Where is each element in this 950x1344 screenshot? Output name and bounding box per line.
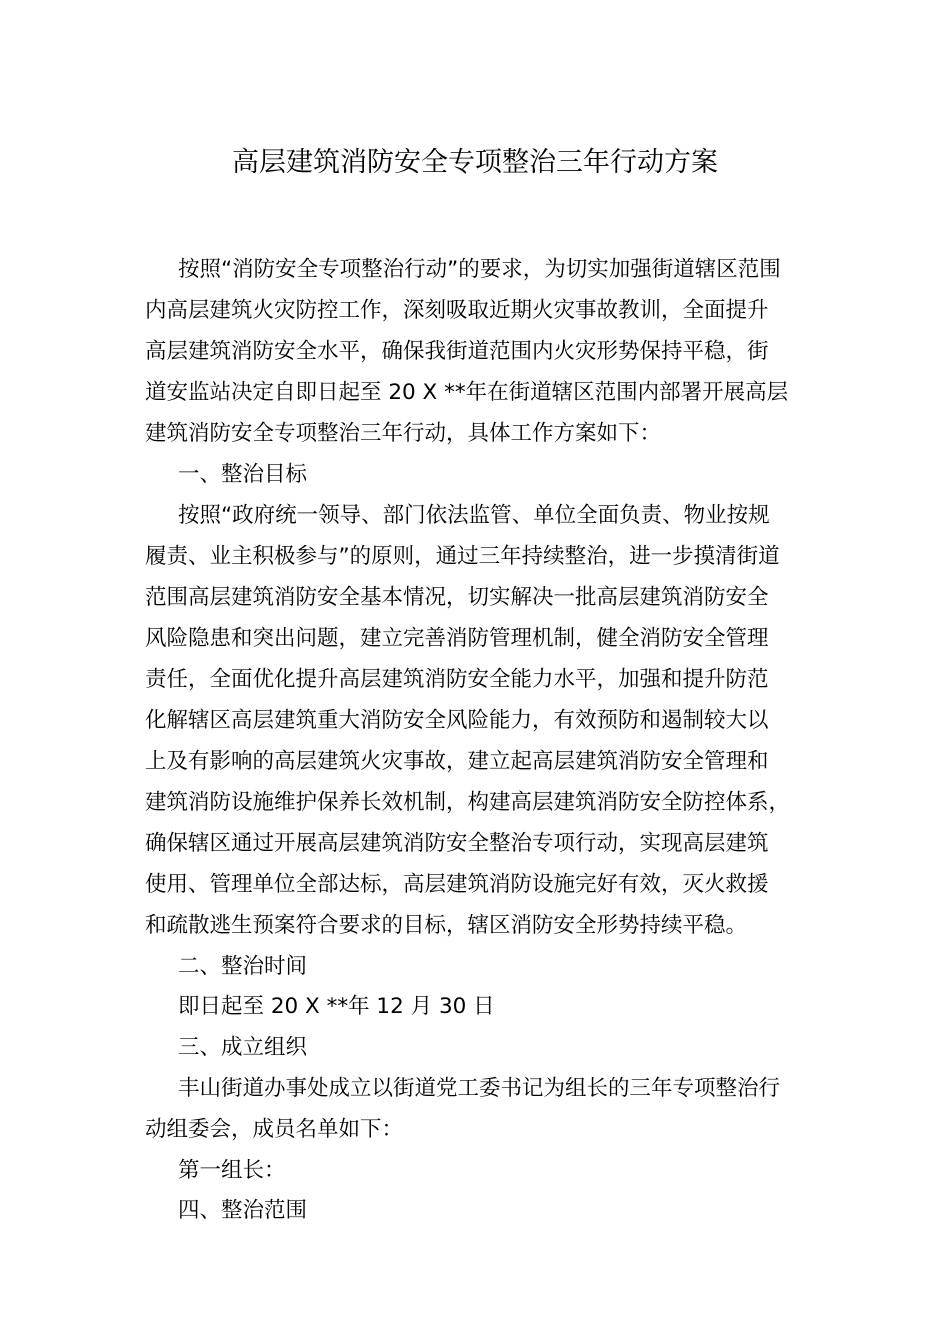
section-heading: 四、整治范围 bbox=[178, 1198, 308, 1223]
paragraph-line: 使用、管理单位全部达标，高层建筑消防设施完好有效，灭火救援 bbox=[145, 872, 769, 897]
paragraph-line: 建筑消防安全专项整治三年行动，具体工作方案如下： bbox=[145, 421, 662, 446]
paragraph-line: 履责、业主积极参与”的原则，通过三年持续整治，进一步摸清街道 bbox=[145, 544, 780, 569]
section-heading: 二、整治时间 bbox=[178, 954, 308, 979]
paragraph-line: 高层建筑消防安全水平，确保我街道范围内火灾形势保持平稳，街 bbox=[145, 339, 769, 364]
paragraph-line: 按照“消防安全专项整治行动”的要求，为切实加强街道辖区范围 bbox=[178, 257, 781, 282]
paragraph-line: 风险隐患和突出问题，建立完善消防管理机制，健全消防安全管理 bbox=[145, 626, 769, 651]
paragraph-line: 和疏散逃生预案符合要求的目标，辖区消防安全形势持续平稳。 bbox=[145, 913, 748, 938]
paragraph-line: 即日起至 20 X **年 12 月 30 日 bbox=[178, 994, 495, 1019]
paragraph-line: 范围高层建筑消防安全基本情况，切实解决一批高层建筑消防安全 bbox=[145, 585, 769, 610]
paragraph-line: 动组委会，成员名单如下： bbox=[145, 1117, 404, 1142]
paragraph-line: 内高层建筑火灾防控工作，深刻吸取近期火灾事故教训，全面提升 bbox=[145, 298, 769, 323]
section-heading: 三、成立组织 bbox=[178, 1035, 308, 1060]
paragraph-line: 化解辖区高层建筑重大消防安全风险能力，有效预防和遏制较大以 bbox=[145, 708, 769, 733]
paragraph-line: 道安监站决定自即日起至 20 X **年在街道辖区范围内部署开展高层 bbox=[145, 380, 789, 405]
paragraph-line: 责任，全面优化提升高层建筑消防安全能力水平，加强和提升防范 bbox=[145, 667, 769, 692]
paragraph-line: 上及有影响的高层建筑火灾事故，建立起高层建筑消防安全管理和 bbox=[145, 749, 769, 774]
paragraph-line: 确保辖区通过开展高层建筑消防安全整治专项行动，实现高层建筑 bbox=[145, 831, 769, 856]
paragraph-line: 第一组长： bbox=[178, 1158, 286, 1183]
section-heading: 一、整治目标 bbox=[178, 462, 308, 487]
paragraph-line: 按照“政府统一领导、部门依法监管、单位全面负责、物业按规 bbox=[178, 503, 770, 528]
paragraph-line: 建筑消防设施维护保养长效机制，构建高层建筑消防安全防控体系， bbox=[145, 790, 791, 815]
document-title: 高层建筑消防安全专项整治三年行动方案 bbox=[232, 147, 718, 178]
paragraph-line: 丰山街道办事处成立以街道党工委书记为组长的三年专项整治行 bbox=[178, 1076, 781, 1101]
